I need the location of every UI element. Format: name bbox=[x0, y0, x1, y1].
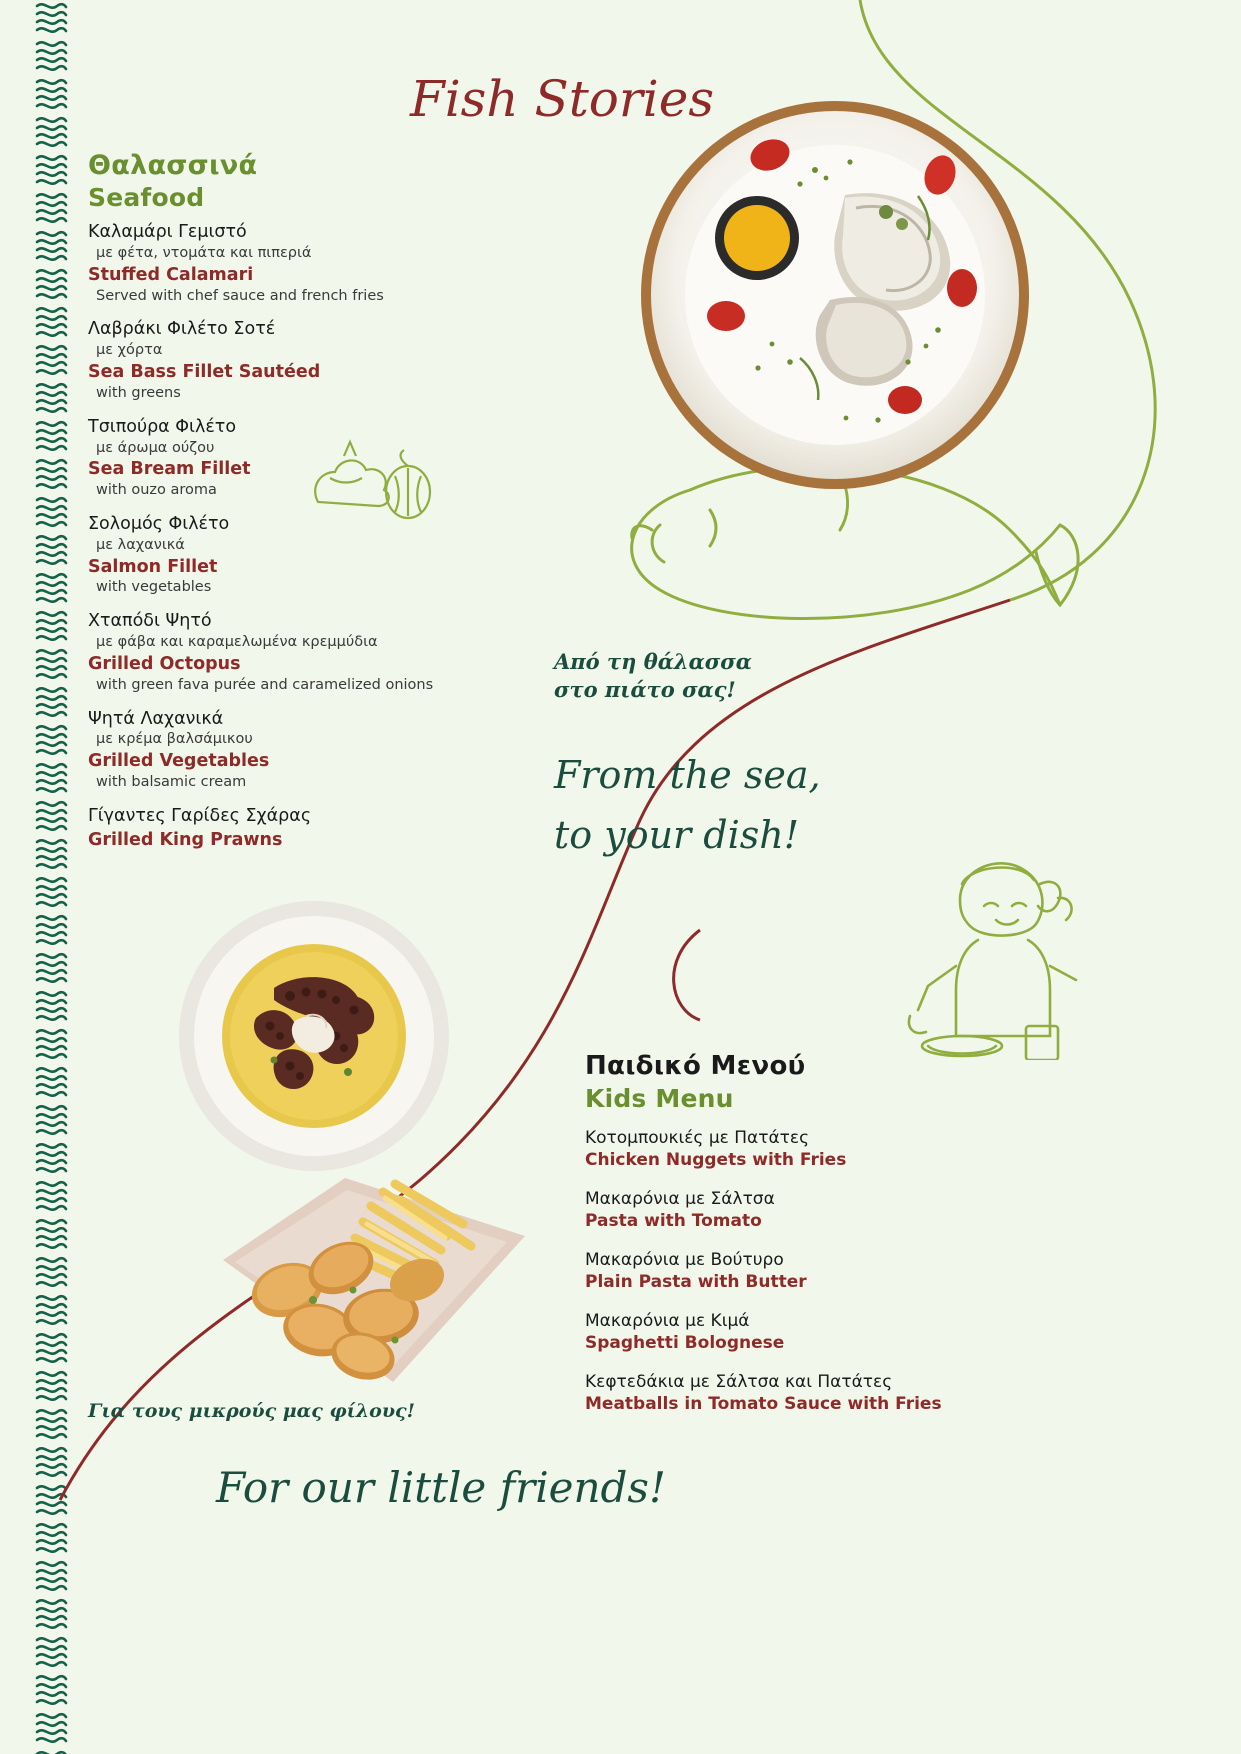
item-desc-english: with greens bbox=[96, 384, 181, 401]
menu-item bbox=[88, 222, 558, 305]
kids-title-greek: Παιδικό Μενού bbox=[585, 1051, 806, 1081]
item-name-greek: Καλαμάρι Γεμιστό bbox=[88, 222, 247, 243]
item-name-english: Sea Bream Fillet bbox=[88, 459, 251, 480]
item-name-greek: Κεφτεδάκια με Σάλτσα και Πατάτες bbox=[585, 1372, 893, 1393]
kids-menu-section bbox=[585, 1052, 1015, 1432]
menu-item bbox=[585, 1249, 1015, 1294]
item-name-greek: Σολομός Φιλέτο bbox=[88, 513, 230, 534]
item-name-english: Chicken Nuggets with Fries bbox=[585, 1149, 847, 1170]
kids-tagline-script bbox=[210, 1440, 710, 1550]
item-name-greek: Ψητά Λαχανικά bbox=[88, 708, 224, 729]
item-name-greek: Μακαρόνια με Σάλτσα bbox=[585, 1188, 775, 1209]
item-name-english: Spaghetti Bolognese bbox=[585, 1333, 785, 1354]
sea-tagline-greek bbox=[554, 648, 934, 705]
sea-script-line1: From the sea, bbox=[554, 753, 821, 797]
menu-item bbox=[88, 806, 558, 852]
item-desc-greek: με φάβα και καραμελωμένα κρεμμύδια bbox=[96, 634, 378, 651]
item-desc-english: Served with chef sauce and french fries bbox=[96, 287, 384, 304]
item-name-english: Grilled King Prawns bbox=[88, 829, 283, 850]
wave-border-decoration bbox=[34, 0, 68, 1754]
item-name-english: Stuffed Calamari bbox=[88, 264, 254, 285]
kids-tagline-greek: Για τους μικρούς μας φίλους! bbox=[88, 1400, 415, 1422]
item-desc-greek: με φέτα, ντομάτα και πιπεριά bbox=[96, 244, 312, 261]
item-desc-greek: με κρέμα βαλσάμικου bbox=[96, 731, 253, 748]
menu-item bbox=[88, 319, 558, 402]
seafood-title-greek: Θαλασσινά bbox=[88, 150, 258, 181]
item-name-greek: Μακαρόνια με Βούτυρο bbox=[585, 1249, 784, 1270]
item-desc-english: with green fava purée and caramelized onions bbox=[96, 676, 434, 693]
item-name-greek: Τσιπούρα Φιλέτο bbox=[88, 416, 237, 437]
nuggets-fries-photo bbox=[195, 1140, 545, 1410]
item-desc-english: with balsamic cream bbox=[96, 774, 247, 791]
menu-item bbox=[585, 1371, 1015, 1416]
svg-text:Fish Stories: Fish Stories bbox=[410, 70, 715, 128]
menu-item bbox=[88, 709, 558, 792]
sea-bass-plate-photo bbox=[640, 100, 1030, 490]
item-desc-english: with vegetables bbox=[96, 579, 212, 596]
menu-item bbox=[88, 611, 558, 694]
item-name-greek: Λαβράκι Φιλέτο Σοτέ bbox=[88, 319, 276, 340]
seafood-title-english: Seafood bbox=[88, 183, 205, 213]
vegetables-icon bbox=[300, 432, 440, 532]
item-name-english: Plain Pasta with Butter bbox=[585, 1272, 807, 1293]
item-desc-greek: με λαχανικά bbox=[96, 536, 185, 553]
menu-item bbox=[585, 1127, 1015, 1172]
item-name-greek: Γίγαντες Γαρίδες Σχάρας bbox=[88, 805, 312, 826]
sea-tagline-greek-line1: Από τη θάλασσα bbox=[554, 649, 752, 674]
item-name-english: Grilled Vegetables bbox=[88, 751, 270, 772]
item-name-english: Meatballs in Tomato Sauce with Fries bbox=[585, 1394, 942, 1415]
item-name-greek: Κοτομπουκιές με Πατάτες bbox=[585, 1127, 810, 1148]
octopus-fava-plate-photo bbox=[178, 900, 450, 1172]
item-name-english: Pasta with Tomato bbox=[585, 1211, 762, 1232]
menu-item bbox=[585, 1188, 1015, 1233]
kids-script-line: For our little friends! bbox=[216, 1463, 666, 1512]
page-script-title bbox=[400, 58, 730, 138]
sea-tagline-greek-line2: στο πιάτο σας! bbox=[554, 677, 736, 703]
item-desc-english: with ouzo aroma bbox=[96, 482, 217, 499]
child-eating-outline-icon bbox=[900, 840, 1110, 1060]
item-name-english: Salmon Fillet bbox=[88, 556, 218, 577]
sea-script-line2: to your dish! bbox=[554, 813, 800, 857]
item-desc-greek: με άρωμα ούζου bbox=[96, 439, 215, 456]
item-name-greek: Μακαρόνια με Κιμά bbox=[585, 1310, 750, 1331]
kids-title-english: Kids Menu bbox=[585, 1083, 734, 1113]
item-name-english: Sea Bass Fillet Sautéed bbox=[88, 362, 321, 383]
sea-tagline-script bbox=[548, 736, 878, 886]
item-name-greek: Χταπόδι Ψητό bbox=[88, 611, 212, 632]
item-name-english: Grilled Octopus bbox=[88, 654, 241, 675]
item-desc-greek: με χόρτα bbox=[96, 342, 163, 359]
menu-item bbox=[585, 1310, 1015, 1355]
